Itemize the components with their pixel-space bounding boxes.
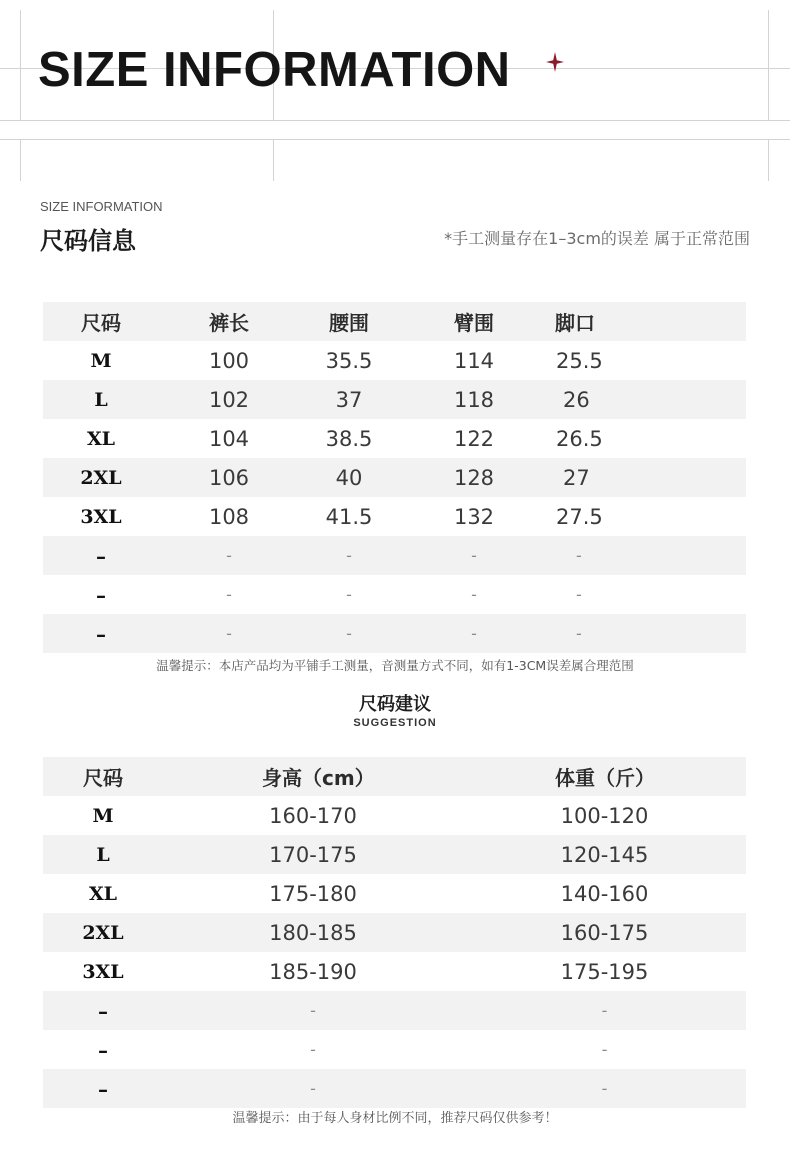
table-cell: 35.5 — [325, 348, 373, 373]
table-cell: 40 — [299, 458, 399, 497]
measurement-note: *手工测量存在1–3cm的误差 属于正常范围 — [444, 229, 750, 248]
size-cell: XL — [86, 427, 116, 450]
table-cell: 106 — [159, 458, 299, 497]
table-row — [43, 575, 746, 614]
table-cell: 120-145 — [463, 835, 746, 874]
table-cell: 38.5 — [325, 426, 373, 451]
table-cell: 37 — [299, 380, 399, 419]
table-row — [43, 458, 746, 497]
suggestion-table — [43, 757, 746, 1108]
size-cell: – — [98, 1037, 108, 1062]
measurement-tip: 温馨提示：本店产品均为平铺手工测量，音测量方式不同，如有1-3CM误差属合理范围 — [156, 658, 634, 673]
table-cell: - — [159, 614, 299, 653]
size-cell: – — [43, 536, 159, 575]
table-cell: - — [399, 614, 549, 653]
table-cell: 160-170 — [269, 803, 357, 828]
table-row — [43, 380, 746, 419]
size-cell: L — [43, 380, 159, 419]
table-cell: - — [471, 585, 477, 604]
column-header: 脚口 — [549, 302, 746, 341]
size-cell: 3XL — [82, 960, 124, 983]
size-cell: 2XL — [43, 913, 163, 952]
table-cell: 114 — [453, 348, 495, 373]
column-header: 腰围 — [299, 302, 399, 341]
size-cell: 3XL — [80, 505, 122, 528]
table-cell: - — [549, 614, 746, 653]
table-row — [43, 874, 746, 913]
table-cell: - — [299, 614, 399, 653]
table-cell: - — [159, 536, 299, 575]
four-point-star-icon — [546, 52, 564, 72]
table-cell: 180-185 — [163, 913, 463, 952]
size-cell: M — [92, 804, 114, 827]
table-row — [43, 536, 746, 575]
section-title: 尺码信息 — [40, 227, 136, 255]
column-header: 臂围 — [399, 302, 549, 341]
column-header: 裤长 — [159, 302, 299, 341]
column-header: 尺码 — [43, 757, 163, 796]
table-row — [43, 341, 746, 380]
table-cell: 175-195 — [560, 959, 649, 984]
table-cell: - — [346, 585, 352, 604]
banner-grid-line — [273, 139, 274, 181]
size-cell: L — [43, 835, 163, 874]
table-cell: 175-180 — [269, 881, 357, 906]
table-row — [43, 419, 746, 458]
table-row — [43, 952, 746, 991]
table-cell: 128 — [399, 458, 549, 497]
table-cell: - — [463, 991, 746, 1030]
table-cell: 41.5 — [325, 504, 373, 529]
table-row — [43, 991, 746, 1030]
table-cell: - — [549, 536, 746, 575]
table-cell: - — [463, 1069, 746, 1108]
suggestion-tip: 温馨提示：由于每人身材比例不同，推荐尺码仅供参考！ — [232, 1111, 558, 1126]
banner-grid-line — [768, 10, 769, 120]
table-cell: 140-160 — [560, 881, 649, 906]
table-cell: 170-175 — [163, 835, 463, 874]
table-cell: 102 — [159, 380, 299, 419]
table-header-row — [43, 757, 746, 796]
table-row — [43, 614, 746, 653]
suggestion-title: 尺码建议 — [359, 694, 431, 715]
table-cell: - — [163, 991, 463, 1030]
section-subtitle: SIZE INFORMATION — [40, 199, 163, 214]
size-cell: – — [43, 991, 163, 1030]
banner-title: SIZE INFORMATION — [38, 43, 511, 97]
table-cell: 25.5 — [556, 348, 603, 373]
column-header: 体重（斤） — [463, 757, 746, 796]
table-cell: 160-175 — [463, 913, 746, 952]
banner-grid-line — [768, 139, 769, 181]
table-cell: 100-120 — [560, 803, 649, 828]
size-cell: – — [96, 582, 106, 607]
table-cell: 27 — [549, 458, 746, 497]
size-cell: XL — [88, 882, 118, 905]
table-row — [43, 1030, 746, 1069]
size-cell: – — [43, 614, 159, 653]
table-header-row — [43, 302, 746, 341]
banner-grid-line — [0, 139, 790, 140]
table-cell: - — [163, 1069, 463, 1108]
suggestion-subtitle: SUGGESTION — [353, 717, 437, 729]
table-row — [43, 497, 746, 536]
table-cell: - — [299, 536, 399, 575]
table-row — [43, 1069, 746, 1108]
table-cell: 132 — [453, 504, 495, 529]
size-cell: 2XL — [43, 458, 159, 497]
table-cell: - — [226, 585, 232, 604]
table-cell: - — [399, 536, 549, 575]
table-cell: 27.5 — [556, 504, 603, 529]
table-cell: 26.5 — [556, 426, 603, 451]
table-cell: 26 — [549, 380, 746, 419]
table-cell: - — [310, 1040, 316, 1059]
table-cell: - — [576, 585, 582, 604]
table-row — [43, 913, 746, 952]
table-cell: 185-190 — [269, 959, 357, 984]
banner-grid-line — [20, 139, 21, 181]
banner-grid-line — [0, 120, 790, 121]
table-cell: 118 — [399, 380, 549, 419]
table-row — [43, 835, 746, 874]
table-cell: 108 — [208, 504, 250, 529]
table-cell: 100 — [208, 348, 250, 373]
banner-grid-line — [20, 10, 21, 120]
size-table — [43, 302, 746, 653]
column-header: 尺码 — [43, 302, 159, 341]
column-header: 身高（cm） — [163, 757, 463, 796]
table-cell: - — [601, 1040, 608, 1059]
table-row — [43, 796, 746, 835]
table-cell: 104 — [208, 426, 250, 451]
size-cell: M — [90, 349, 112, 372]
table-cell: 122 — [453, 426, 495, 451]
size-cell: – — [43, 1069, 163, 1108]
